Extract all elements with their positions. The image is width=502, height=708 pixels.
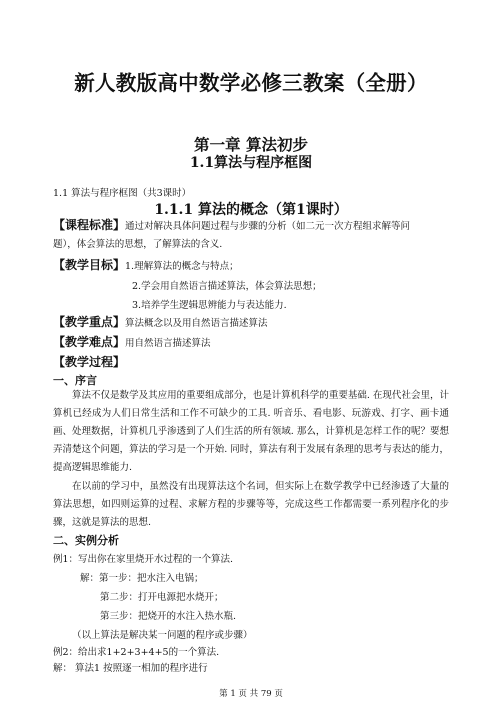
teaching-difficulty-tag: 【教学难点】 [53,335,126,349]
document-title: 新人教版高中数学必修三教案（全册） [74,71,428,95]
example2-solution: 解： 算法1 按照逐一相加的程序进行 [53,663,208,674]
example1-step2: 第二步：打开电源把水烧开； [100,592,224,603]
teaching-keypoint-tag: 【教学重点】 [53,315,126,329]
example2-title: 例2：给出求1+2+3+4+5的一个算法. [53,647,220,658]
lesson-title: 1.1.1 算法的概念（第1课时） [154,202,348,218]
teaching-goals-tag: 【教学目标】 [53,258,126,272]
teaching-difficulty-text: 用自然语言描述算法 [125,338,211,349]
course-standard-text-cont: 题），体会算法的思想，了解算法的含义. [53,239,223,250]
chapter-title: 第一章 算法初步 [194,135,308,154]
course-standard [53,216,410,233]
section-title: 1.1算法与程序框图 [189,155,313,171]
part1-paragraph-2: 在以前的学习中，虽然没有出现算法这个名词，但实际上在数学教学中已经渗透了大量的算法思想，如四则运算的过程、求解方程的步骤等等，完成这些工作都需要一系列程序化的步骤，这就是算法的思想. [53,481,449,528]
teaching-keypoint [53,313,268,330]
example1-step3: 第三步：把烧开的水注入热水瓶. [100,611,237,622]
teaching-goal-2: 2.学会用自然语言描述算法，体会算法思想； [132,281,322,292]
example1-note: （以上算法是解决某一问题的程序或步骤） [72,630,253,641]
teaching-difficulty [53,333,211,350]
teaching-goal-1: 1.理解算法的概念与特点； [125,261,239,272]
example1-step1: 解：第一步：把水注入电锅； [80,573,204,584]
teaching-process [53,353,125,370]
teaching-goal-3: 3.培养学生逻辑思辨能力与表达能力. [132,300,287,311]
intro-line: 1.1 算法与程序框图（共3课时） [53,188,192,199]
teaching-goals [53,256,239,273]
teaching-process-tag: 【教学过程】 [53,355,126,369]
part2-heading: 二、实例分析 [53,534,119,547]
example1-title: 例1：写出你在家里烧开水过程的一个算法. [53,554,234,565]
course-standard-tag: 【课程标准】 [53,218,126,232]
teaching-keypoint-text: 算法概念以及用自然语言描述算法 [125,318,268,329]
part1-paragraph-1: 算法不仅是数学及其应用的重要组成部分，也是计算机科学的重要基础. 在现代社会里，计算机已经成为人们日常生活和工作不可缺少的工具. 听音乐、看电影、玩游戏、打字、画卡通画、处理数据，计算机几乎渗透到了人们生活的所有领域. 那么，计算机是怎样工作的呢？要想弄清楚这个问题，算法的学习是一个开始. 同时，算法有利于发展有条理的思考与表达的能力，提高逻辑思维能力. [53,390,449,473]
part1-heading: 一、序言 [53,374,97,387]
course-standard-text: 通过对解决具体问题过程与步骤的分析（如二元一次方程组求解等问 [125,221,411,232]
page-footer: 第 1 页 共 79 页 [219,689,283,699]
